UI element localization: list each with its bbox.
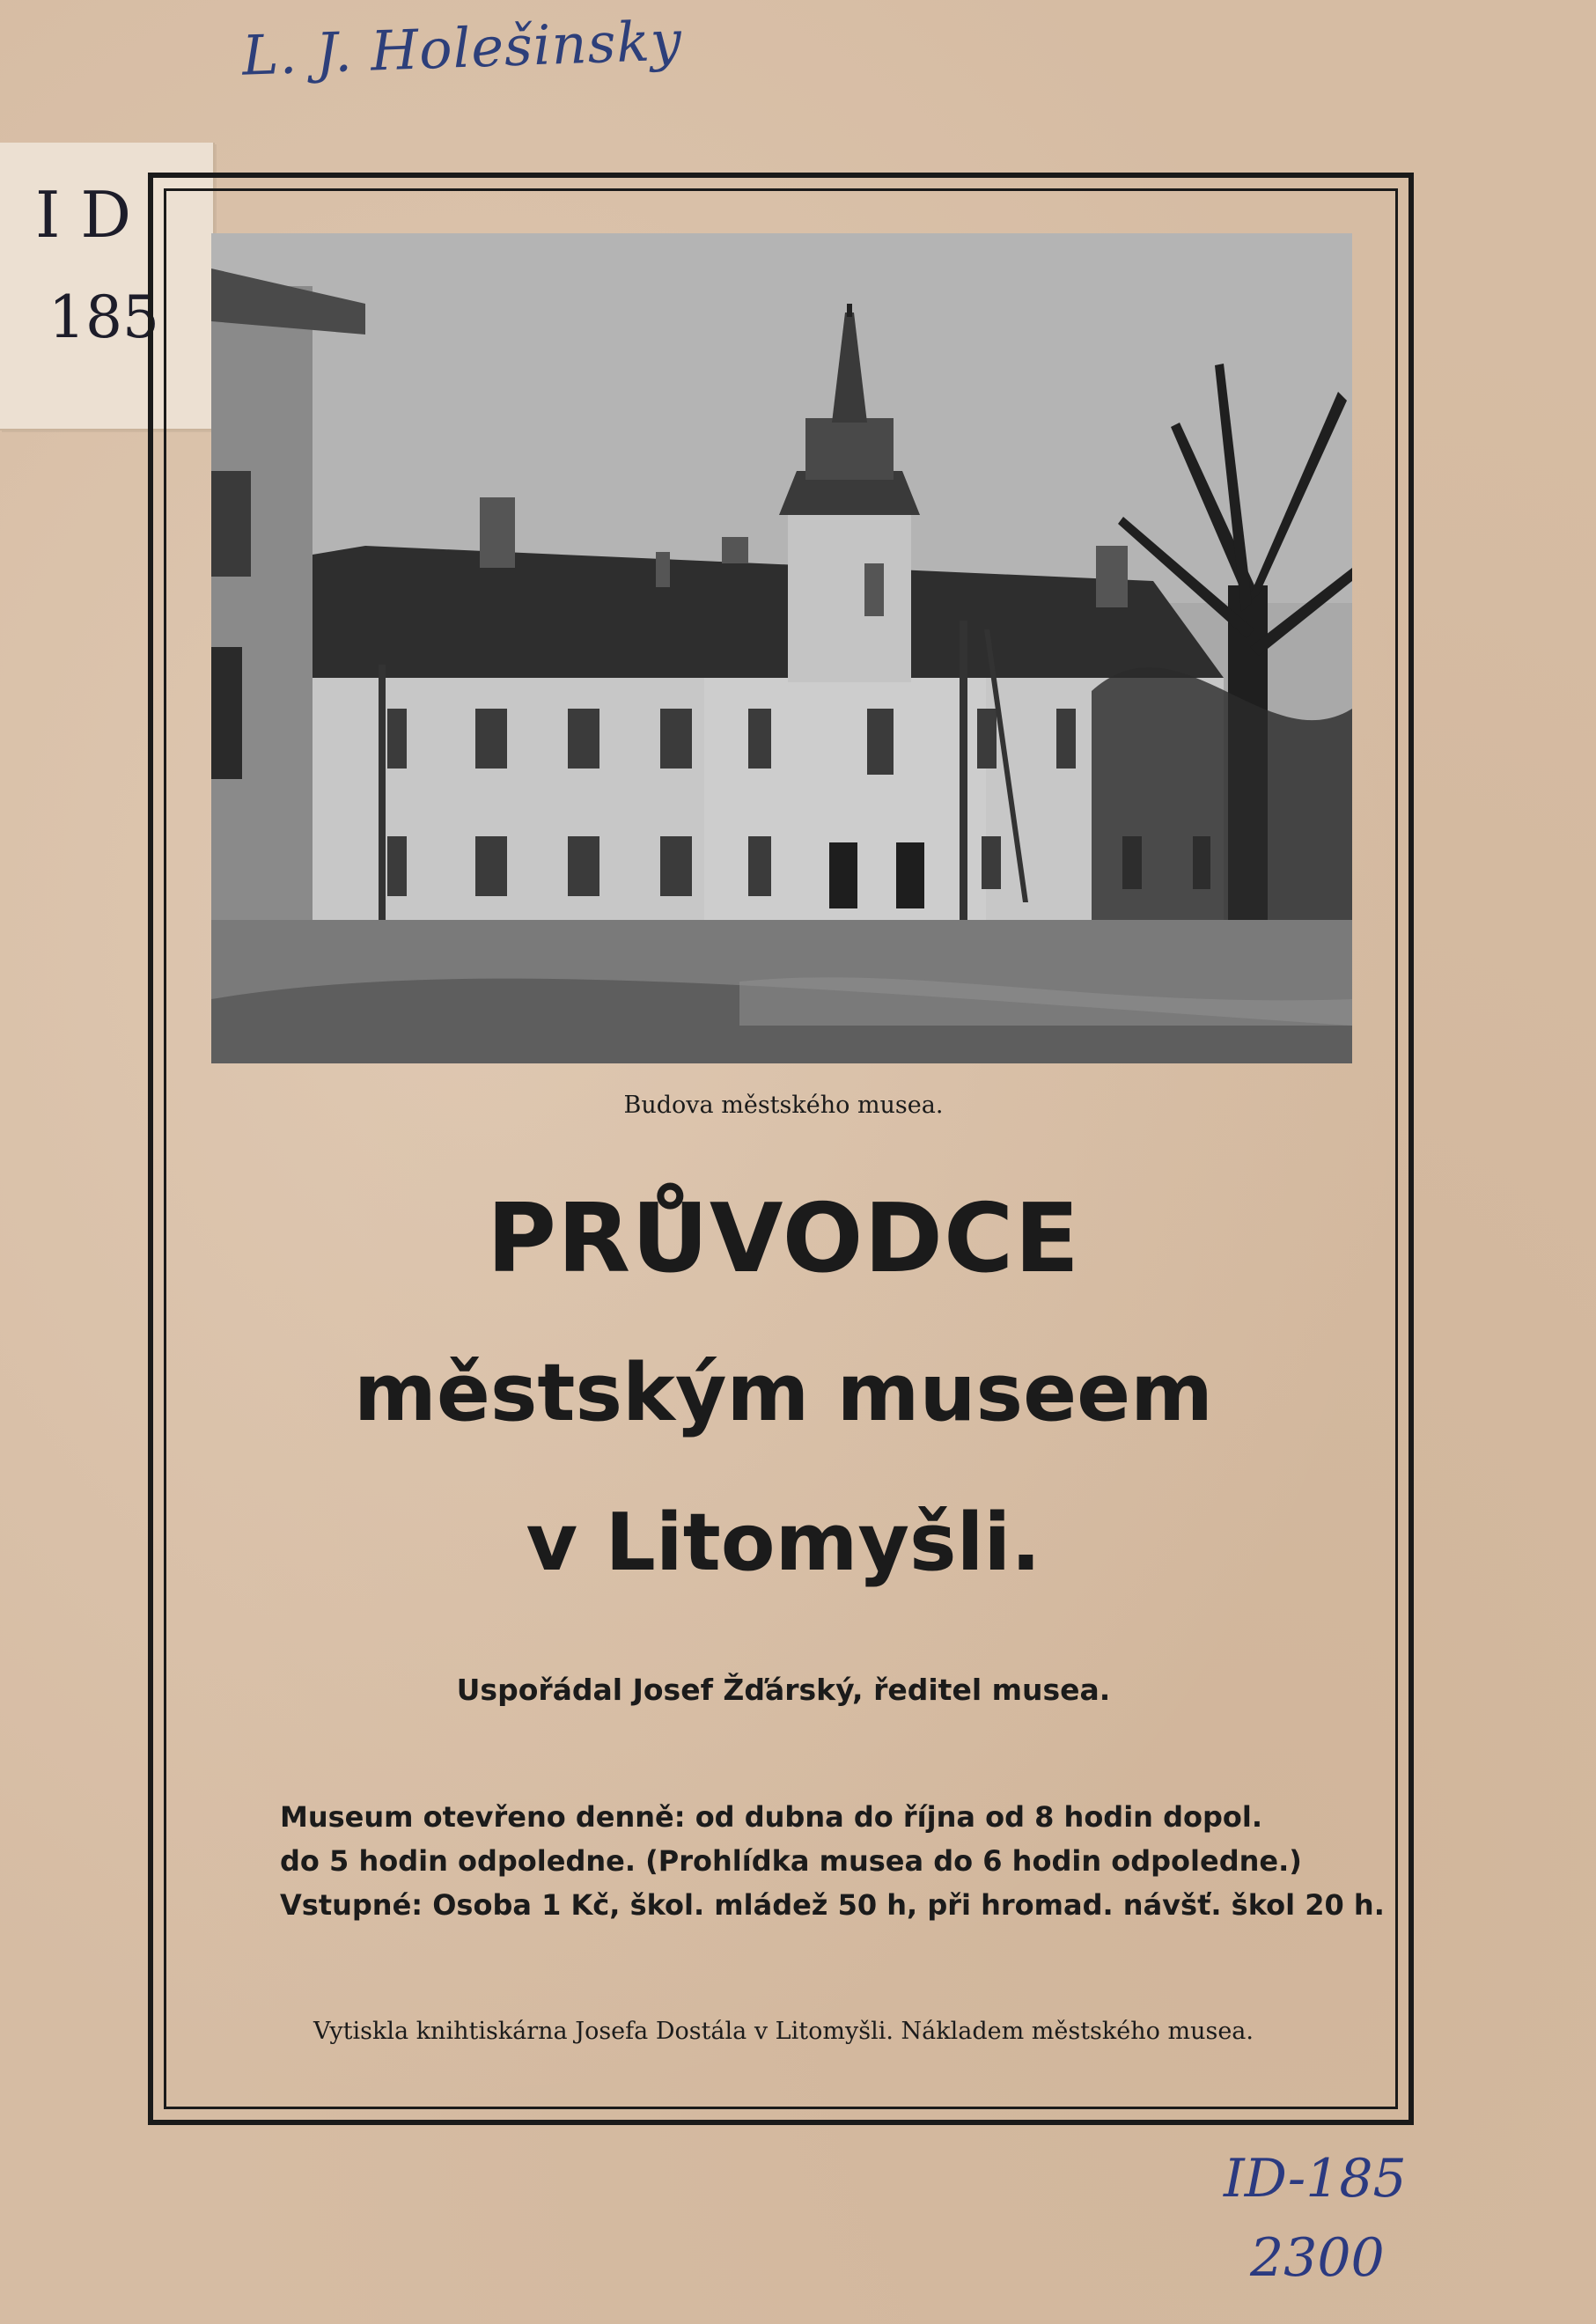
handwritten-signature: L. J. Holešinsky xyxy=(240,8,684,88)
handwritten-number: 2300 xyxy=(1250,2227,1385,2289)
author-line: Uspořádal Josef Žďárský, ředitel musea. xyxy=(456,1673,1111,1707)
title-line-3: v Litomyšli. xyxy=(526,1497,1041,1589)
sticker-shelfmark: I D xyxy=(35,178,132,252)
photo-caption: Budova městského musea. xyxy=(623,1092,944,1119)
opening-hours-line-2: do 5 hodin odpoledne. (Prohlídka musea do 6 hodin odpoledne.) xyxy=(280,1844,1302,1878)
admission-prices-line: Vstupné: Osoba 1 Kč, škol. mládež 50 h, při hromad. návšť. škol 20 h. xyxy=(280,1888,1385,1922)
opening-hours-line-1: Museum otevřeno denně: od dubna do října od 8 hodin dopol. xyxy=(280,1800,1262,1834)
handwritten-shelfmark: ID-185 xyxy=(1224,2148,1407,2210)
museum-building-photo xyxy=(211,233,1352,1063)
sticker-number: 185 xyxy=(48,283,159,351)
title-line-1: PRŮVODCE xyxy=(486,1184,1081,1294)
printer-imprint: Vytiskla knihtiskárna Josefa Dostála v Litomyšli. Nákladem městského musea. xyxy=(313,2018,1254,2045)
title-line-2: městským museem xyxy=(354,1347,1213,1439)
